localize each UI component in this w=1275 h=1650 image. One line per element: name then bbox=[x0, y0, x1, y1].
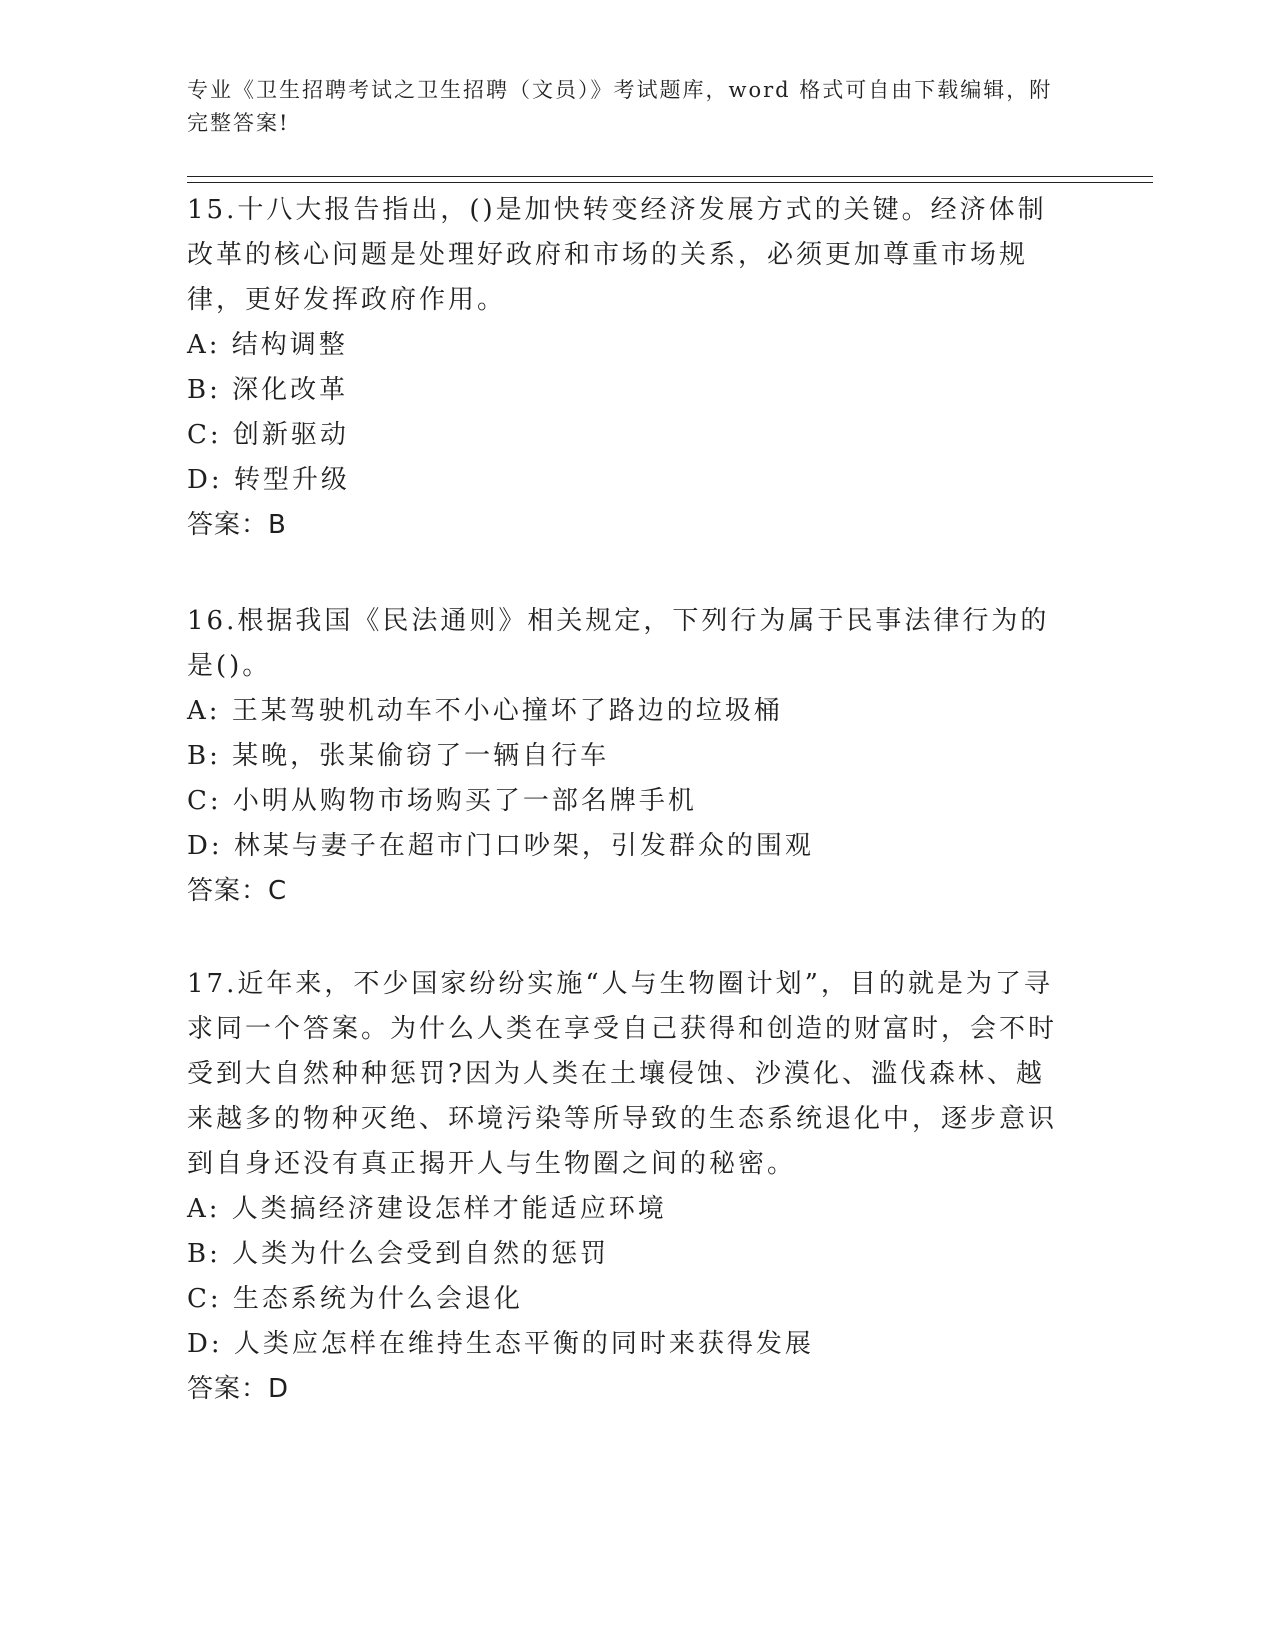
header-divider-bottom bbox=[187, 182, 1153, 183]
header-divider-top bbox=[187, 176, 1153, 177]
option-b: B: 深化改革 bbox=[187, 375, 349, 405]
answer-label: 答案：C bbox=[187, 876, 288, 906]
answer-label: 答案：B bbox=[187, 510, 287, 540]
option-a: A: 王某驾驶机动车不小心撞坏了路边的垃圾桶 bbox=[187, 696, 783, 726]
question-16 bbox=[187, 599, 1067, 914]
question-17 bbox=[187, 962, 1067, 1412]
option-c: C: 生态系统为什么会退化 bbox=[187, 1284, 523, 1314]
option-a: A: 结构调整 bbox=[187, 330, 348, 360]
answer-label: 答案：D bbox=[187, 1374, 290, 1404]
option-a: A: 人类搞经济建设怎样才能适应环境 bbox=[187, 1194, 667, 1224]
question-stem: 16.根据我国《民法通则》相关规定，下列行为属于民事法律行为的是()。 bbox=[187, 606, 1050, 681]
question-15 bbox=[187, 188, 1067, 548]
header-note: 专业《卫生招聘考试之卫生招聘（文员）》考试题库，word 格式可自由下载编辑，附完整答案! bbox=[187, 78, 1053, 135]
option-c: C: 小明从购物市场购买了一部名牌手机 bbox=[187, 786, 697, 816]
question-stem: 17.近年来，不少国家纷纷实施“人与生物圈计划”，目的就是为了寻求同一个答案。为什么人类在享受自己获得和创造的财富时，会不时受到大自然种种惩罚?因为人类在土壤侵蚀、沙漠化、滥伐森林、越来越多的物种灭绝、环境污染等所导致的生态系统退化中，逐步意识到自身还没有真正揭开人与生物圈之间的秘密。 bbox=[187, 969, 1058, 1179]
option-b: B: 某晚，张某偷窃了一辆自行车 bbox=[187, 741, 610, 771]
option-b: B: 人类为什么会受到自然的惩罚 bbox=[187, 1239, 610, 1269]
question-stem: 15.十八大报告指出，()是加快转变经济发展方式的关键。经济体制改革的核心问题是处理好政府和市场的关系，必须更加尊重市场规律，更好发挥政府作用。 bbox=[187, 195, 1047, 315]
option-c: C: 创新驱动 bbox=[187, 420, 349, 450]
option-d: D: 林某与妻子在超市门口吵架，引发群众的围观 bbox=[187, 831, 814, 861]
option-d: D: 转型升级 bbox=[187, 465, 350, 495]
option-d: D: 人类应怎样在维持生态平衡的同时来获得发展 bbox=[187, 1329, 814, 1359]
